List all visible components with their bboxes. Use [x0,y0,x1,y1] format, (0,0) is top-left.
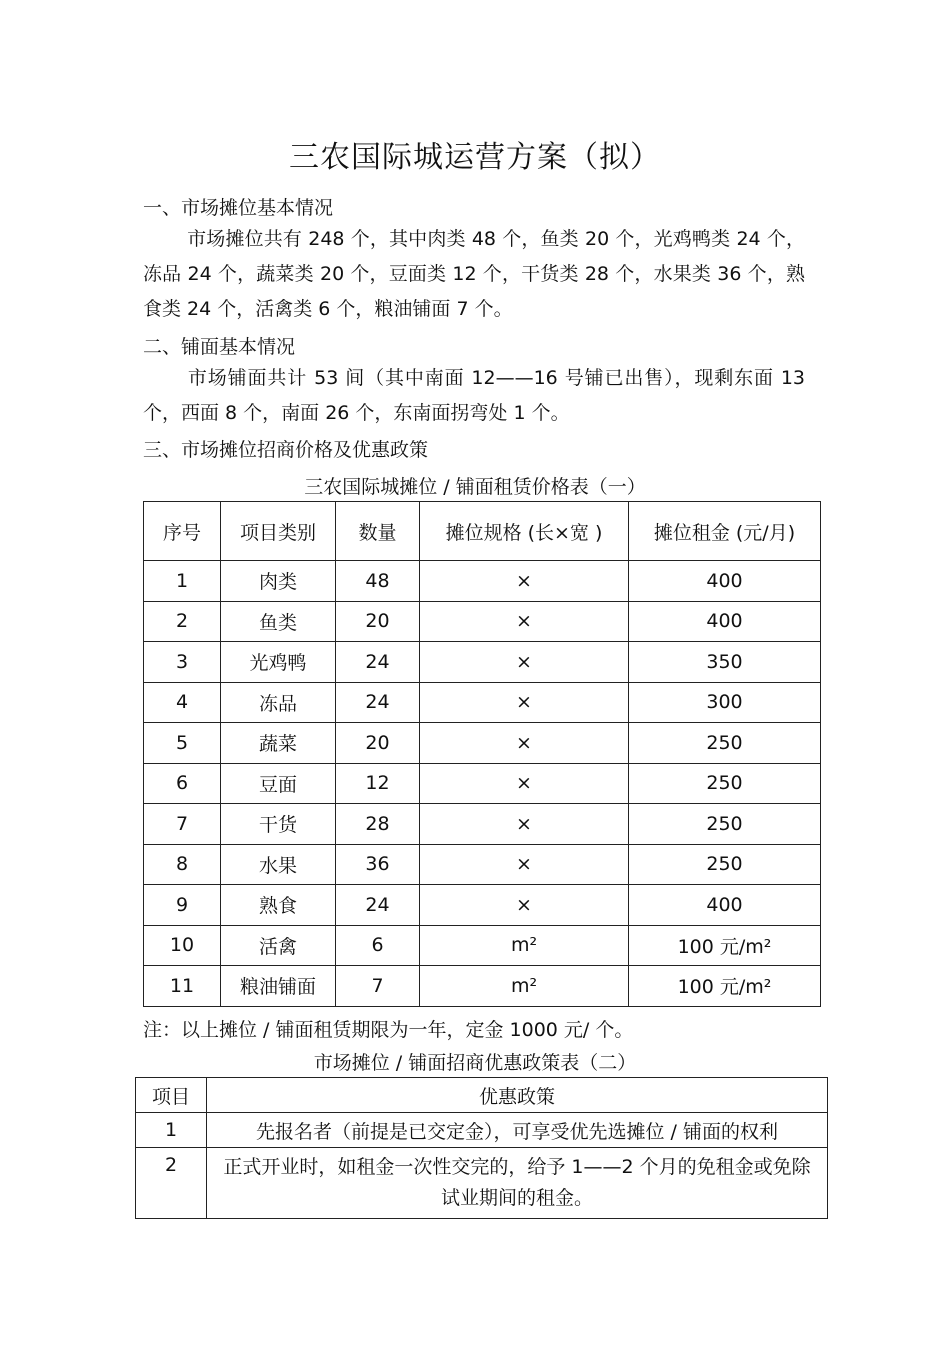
header-cell: 摊位规格 (长×宽 ) [420,502,629,561]
table-cell: 光鸡鸭 [221,642,336,683]
table-cell: × [420,601,629,642]
table-cell: 100 元/m² [629,966,821,1007]
table-row [136,1113,828,1148]
table-cell: 粮油铺面 [221,966,336,1007]
table-cell: 4 [144,682,221,723]
table-cell: 2 [144,601,221,642]
table-cell: 400 [629,885,821,926]
section3-heading: 三、市场摊位招商价格及优惠政策 [143,439,429,461]
table-cell: 300 [629,682,821,723]
table-cell: 350 [629,642,821,683]
table-cell: 24 [336,682,420,723]
table-row [144,966,821,1007]
table-cell: 250 [629,844,821,885]
header-cell: 优惠政策 [207,1078,828,1113]
header-cell: 数量 [336,502,420,561]
header-cell: 摊位租金 (元/月) [629,502,821,561]
table-cell: 400 [629,601,821,642]
table-cell: 水果 [221,844,336,885]
table-cell: 20 [336,723,420,764]
table-cell: 20 [336,601,420,642]
table-cell: 8 [144,844,221,885]
table1-caption: 三农国际城摊位 / 铺面租赁价格表（一） [304,476,646,498]
section2-text: 市场铺面共计 53 间（其中南面 12——16 号铺已出售），现剩东面 13 个，西面 8 个，南面 26 个，东南面拐弯处 1 个。 [143,367,805,424]
table-cell: 250 [629,763,821,804]
table-cell: 5 [144,723,221,764]
table-cell: × [420,804,629,845]
table-cell: 24 [336,885,420,926]
table-cell: 11 [144,966,221,1007]
table-row [144,885,821,926]
section1-paragraph [143,222,805,327]
header-cell: 项目 [136,1078,207,1113]
table-cell: 250 [629,804,821,845]
table-cell: 3 [144,642,221,683]
table-row [144,925,821,966]
table-cell: 蔬菜 [221,723,336,764]
promotion-policy-table [135,1077,828,1219]
document-title: 三农国际城运营方案（拟） [289,140,661,175]
table2-caption: 市场摊位 / 铺面招商优惠政策表（二） [313,1052,637,1074]
table-cell: 250 [629,723,821,764]
table-cell: × [420,763,629,804]
header-cell: 项目类别 [221,502,336,561]
table-cell: 48 [336,561,420,602]
table-cell: × [420,885,629,926]
table-cell: 6 [336,925,420,966]
section2-paragraph [143,361,805,431]
table-row [136,1148,828,1219]
table-cell: × [420,844,629,885]
table-cell: 干货 [221,804,336,845]
table-cell: 先报名者（前提是已交定金），可享受优先选摊位 / 铺面的权利 [207,1113,828,1148]
table-cell: 10 [144,925,221,966]
table-row [144,642,821,683]
table-cell: 2 [136,1148,207,1219]
table-cell: × [420,682,629,723]
table-cell: 活禽 [221,925,336,966]
table-row [144,561,821,602]
rent-price-table [143,501,821,1007]
table-cell: × [420,642,629,683]
table-cell: 6 [144,763,221,804]
section1-text: 市场摊位共有 248 个，其中肉类 48 个，鱼类 20 个，光鸡鸭类 24 个，冻品 24 个，蔬菜类 20 个，豆面类 12 个，干货类 28 个，水果类 36 个，熟食类 24 个，活禽类 6 个，粮油铺面 7 个。 [143,228,805,320]
table-cell: m² [420,925,629,966]
table1-note: 注：以上摊位 / 铺面租赁期限为一年，定金 1000 元/ 个。 [143,1019,634,1041]
table-cell: 7 [336,966,420,1007]
table-cell: 7 [144,804,221,845]
table-cell: 鱼类 [221,601,336,642]
table-cell: m² [420,966,629,1007]
table-cell: 9 [144,885,221,926]
table-header-row [136,1078,828,1113]
table-cell: 24 [336,642,420,683]
table-cell: 1 [144,561,221,602]
table-row [144,601,821,642]
table-row [144,682,821,723]
table-row [144,844,821,885]
table-header-row [144,502,821,561]
table-cell: 100 元/m² [629,925,821,966]
table-cell: 36 [336,844,420,885]
table-cell: × [420,723,629,764]
table-cell: 肉类 [221,561,336,602]
header-cell: 序号 [144,502,221,561]
section2-heading: 二、铺面基本情况 [143,336,296,358]
table-row [144,804,821,845]
table-cell: 1 [136,1113,207,1148]
table-cell: 正式开业时，如租金一次性交完的，给予 1——2 个月的免租金或免除试业期间的租金。 [207,1148,828,1219]
table-cell: 12 [336,763,420,804]
table-row [144,723,821,764]
table-cell: 豆面 [221,763,336,804]
section1-heading: 一、市场摊位基本情况 [143,197,334,219]
table-cell: 400 [629,561,821,602]
table-cell: × [420,561,629,602]
table-cell: 熟食 [221,885,336,926]
table-cell: 冻品 [221,682,336,723]
table-row [144,763,821,804]
table-cell: 28 [336,804,420,845]
